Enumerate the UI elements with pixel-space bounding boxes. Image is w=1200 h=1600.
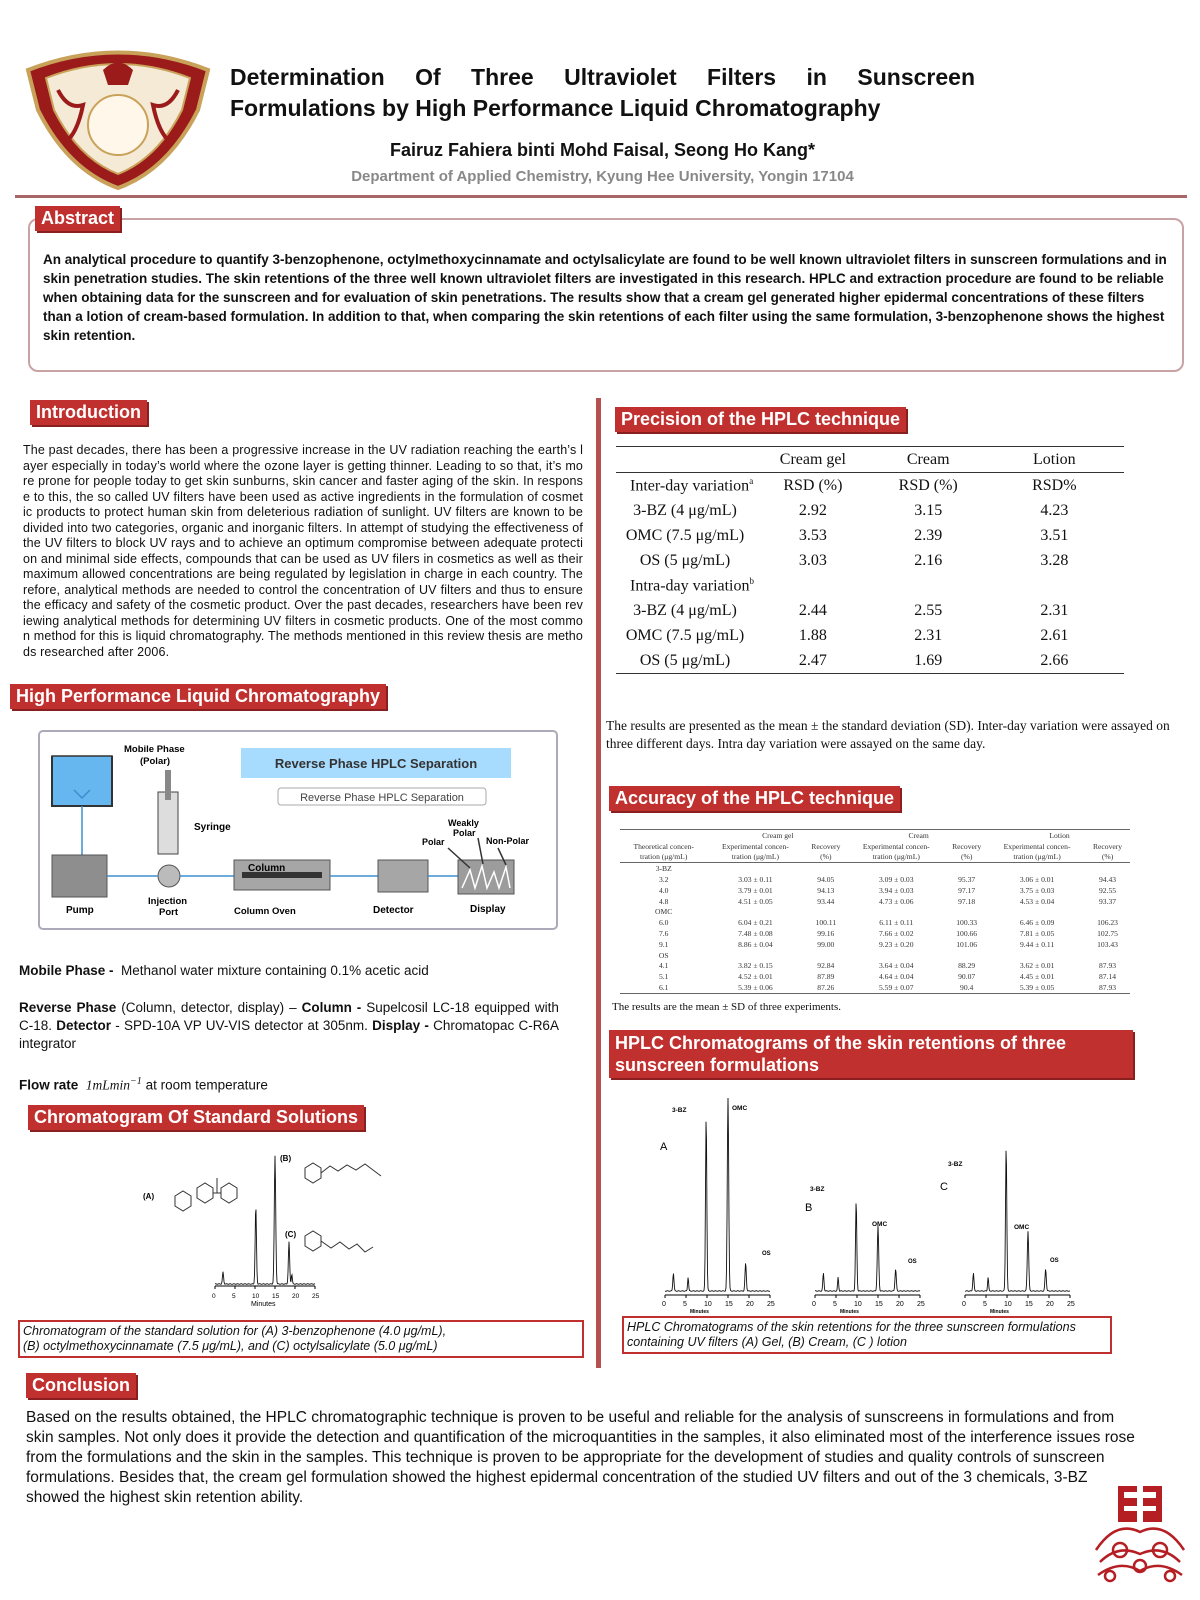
- precision-row: [616, 573, 1124, 598]
- column-term: Column -: [301, 1000, 362, 1015]
- accuracy-cell: 87.93: [1098, 961, 1117, 971]
- accuracy-cell: 5.59 ± 0.07: [878, 983, 914, 993]
- skin-chromatograms: [650, 1098, 1090, 1313]
- accuracy-cell: [944, 950, 989, 961]
- standard-x-tick-label: 10: [252, 1293, 260, 1300]
- accuracy-row-label: 7.6: [658, 929, 669, 939]
- accuracy-cell: [989, 907, 1085, 918]
- accuracy-row: [620, 961, 1130, 972]
- accuracy-col-rec-lotion-2: (%): [1101, 852, 1114, 862]
- accuracy-row-label: OS: [658, 950, 669, 960]
- accuracy-cell: 90.4: [960, 983, 974, 993]
- weakly-label: Weakly: [448, 818, 479, 828]
- accuracy-cell: 90.07: [958, 972, 976, 982]
- abstract-heading: Abstract: [35, 206, 120, 231]
- accuracy-cell: 87.14: [1098, 972, 1117, 982]
- accuracy-row-label: 4.1: [658, 961, 669, 971]
- syringe-label: Syringe: [194, 822, 231, 833]
- reverse-phase-term: Reverse Phase: [19, 1000, 117, 1015]
- skin-x-tick-label: 25: [917, 1301, 925, 1308]
- accuracy-row: [620, 982, 1130, 993]
- hplc-diagram: [38, 730, 558, 930]
- accuracy-col-rec-cream-2: (%): [960, 852, 973, 862]
- injection-label: Injection: [148, 896, 188, 907]
- accuracy-cell: 102.75: [1097, 929, 1118, 939]
- skin-x-tick-label: 25: [1067, 1301, 1075, 1308]
- accuracy-group-cream: Cream: [908, 830, 929, 840]
- precision-cell: 2.61: [1040, 626, 1069, 644]
- accuracy-cell: 97.18: [958, 896, 976, 906]
- skin-x-tick-label: 20: [746, 1301, 754, 1308]
- abstract-text: An analytical procedure to quantify 3-benzophenone, octylmethoxycinnamate and octylsalicylate are found to be well known ultraviolet filters in sunscreen formulations and in skin penetration studies. The skin retentions of the three well known ultraviolet filters are investigated in this research. HPLC and extraction procedure are found to be reliable when obtaining data for the sunscreen and for evaluation of skin penetrations. The results show that a cream gel generated higher epidermal concentrations of these filters than a lotion of cream-based formulation. In addition to that, when comparing the skin retentions of each filter using the same formulation, 3-benzophenone shows the highest skin retention.: [43, 252, 1167, 343]
- university-crest-icon: [18, 40, 218, 190]
- accuracy-cell: [848, 950, 944, 961]
- skin-trace: [965, 1151, 1070, 1292]
- standard-x-axis: [212, 1286, 320, 1300]
- accuracy-row-label: 4.8: [658, 896, 669, 906]
- precision-row: [616, 623, 1124, 648]
- accuracy-row-label: OMC: [655, 907, 673, 917]
- accuracy-col-theoretical: Theoretical concen-: [633, 841, 694, 851]
- skin-x-tick-label: 5: [683, 1301, 687, 1308]
- precision-row-label: 3-BZ (4 μg/mL): [633, 601, 737, 619]
- accuracy-cell: 3.09 ± 0.03: [878, 875, 914, 885]
- instrument-paragraph: [19, 999, 559, 1053]
- precision-footnote-mark: a: [749, 475, 754, 486]
- standard-chromatogram: [135, 1148, 425, 1313]
- accuracy-cell: 4.52 ± 0.01: [738, 972, 773, 982]
- detector-term: Detector: [56, 1018, 112, 1033]
- precision-cell: RSD (%): [783, 476, 843, 494]
- university-seal-icon: [1090, 1480, 1190, 1590]
- display-label: Display: [470, 904, 506, 915]
- precision-cell: [872, 573, 985, 598]
- accuracy-cell: 6.04 ± 0.21: [738, 918, 773, 928]
- precision-row: [616, 548, 1124, 573]
- standard-x-tick-label: 25: [312, 1293, 320, 1300]
- accuracy-cell: [1085, 863, 1130, 874]
- accuracy-cell: 92.55: [1098, 885, 1117, 895]
- hplc-heading: High Performance Liquid Chromatography: [10, 684, 386, 709]
- display-term: Display -: [372, 1018, 429, 1033]
- accuracy-table-wrap: [620, 829, 1130, 994]
- standard-caption: [18, 1320, 584, 1358]
- display-text: Chromatopac C-R6A integrator: [19, 1018, 559, 1051]
- precision-cell: 2.66: [1040, 651, 1069, 669]
- polar-paren-label: (Polar): [140, 756, 171, 767]
- precision-cell: 3.28: [1040, 551, 1069, 569]
- accuracy-cell: 8.86 ± 0.04: [738, 939, 773, 949]
- flow-rate-value: 1mLmin: [85, 1077, 131, 1093]
- accuracy-cell: [1085, 907, 1130, 918]
- precision-heading: Precision of the HPLC technique: [615, 407, 906, 432]
- skin-peak-omc-label: OMC: [872, 1221, 888, 1228]
- diagram-banner: Reverse Phase HPLC Separation: [274, 756, 478, 771]
- accuracy-cell: 3.82 ± 0.15: [738, 961, 773, 971]
- accuracy-cell: 94.43: [1098, 875, 1117, 885]
- skin-x-tick-label: 20: [1046, 1301, 1054, 1308]
- skin-x-tick-label: 5: [983, 1301, 987, 1308]
- skin-panel-label: C: [940, 1181, 948, 1193]
- skin-panel-b: [805, 1186, 925, 1313]
- accuracy-col-theoretical-2: tration (μg/mL): [640, 852, 688, 862]
- accuracy-cell: 93.37: [1098, 896, 1117, 906]
- precision-row-label: Inter-day variation$^a$: [630, 475, 754, 495]
- skin-panel-a: [660, 1098, 775, 1313]
- precision-cell: 2.31: [1040, 601, 1069, 619]
- accuracy-cell: 103.43: [1097, 939, 1118, 949]
- skin-x-tick-label: 15: [1025, 1301, 1033, 1308]
- standard-xlabel: Minutes: [251, 1301, 276, 1308]
- accuracy-cell: 3.62 ± 0.01: [1019, 961, 1055, 971]
- accuracy-row: [620, 885, 1130, 896]
- skin-x-tick-label: 10: [854, 1301, 862, 1308]
- authors: Fairuz Fahiera binti Mohd Faisal, Seong Ho Kang*: [389, 140, 816, 160]
- skin-peak-3bz-label: 3-BZ: [672, 1107, 687, 1114]
- accuracy-cell: 94.05: [817, 875, 835, 885]
- peak-b-label: (B): [280, 1154, 292, 1163]
- precision-row-label: OS (5 μg/mL): [639, 551, 731, 569]
- flow-rate-exponent: −1: [130, 1076, 142, 1087]
- skin-peak-os-label: OS: [762, 1251, 771, 1257]
- flow-rate-text: at room temperature: [145, 1077, 268, 1093]
- skin-caption: HPLC Chromatograms of the skin retentions for the three sunscreen formulations containing UV filters (A) Gel, (B) Cream, (C ) lotion: [622, 1316, 1112, 1354]
- accuracy-row: [620, 863, 1130, 874]
- mobile-phase-label: Mobile Phase: [124, 744, 185, 755]
- precision-row: [616, 598, 1124, 623]
- accuracy-header-row-2: [620, 852, 1130, 863]
- precision-note: The results are presented as the mean ± the standard deviation (SD). Inter-day variation were assayed on three different days. Intra day variation were assayed on the same day.: [606, 718, 1170, 751]
- flow-rate-term: Flow rate: [19, 1077, 79, 1093]
- accuracy-cell: 3.06 ± 0.01: [1019, 875, 1055, 885]
- accuracy-row: [620, 950, 1130, 961]
- diagram-sub-banner: Reverse Phase HPLC Separation: [300, 792, 464, 804]
- skin-xlabel: Minutes: [990, 1309, 1009, 1313]
- accuracy-cell: [989, 863, 1085, 874]
- column-divider: [596, 398, 601, 1368]
- precision-row-label: Intra-day variation$^b$: [630, 575, 754, 595]
- precision-cell: [985, 573, 1124, 598]
- accuracy-cell: 4.45 ± 0.01: [1019, 972, 1055, 982]
- precision-cell: 2.39: [914, 526, 943, 544]
- skin-x-tick-label: 0: [812, 1301, 816, 1308]
- accuracy-group-gel: Cream gel: [762, 830, 794, 840]
- accuracy-cell: [707, 950, 803, 961]
- skin-panel-c: [940, 1151, 1075, 1313]
- accuracy-cell: [989, 950, 1085, 961]
- skin-x-tick-label: 20: [896, 1301, 904, 1308]
- accuracy-group-row: [620, 830, 1130, 841]
- accuracy-row-label: 3.2: [658, 875, 669, 885]
- accuracy-row-label: 3-BZ: [655, 864, 672, 874]
- poster-title: Determination Of Three Ultraviolet Filters in Sunscreen Formulations by High Performance Liquid Chromatography: [230, 64, 975, 121]
- mobile-phase-line: [19, 962, 559, 980]
- accuracy-table: [620, 830, 1130, 993]
- precision-row-label: OMC (7.5 μg/mL): [625, 526, 745, 544]
- precision-col-cream-gel: Cream gel: [779, 450, 846, 468]
- accuracy-cell: [707, 863, 803, 874]
- accuracy-row: [620, 939, 1130, 950]
- accuracy-cell: 4.51 ± 0.05: [738, 896, 773, 906]
- column-text: Supelcosil LC-18 equipped with C-18.: [19, 1000, 559, 1033]
- precision-table-wrap: [616, 446, 1124, 674]
- accuracy-cell: 87.93: [1098, 983, 1117, 993]
- weakly-polar-label: Polar: [453, 828, 476, 838]
- accuracy-cell: 92.84: [817, 961, 835, 971]
- precision-cell: 2.47: [798, 651, 827, 669]
- precision-cell: 3.15: [914, 501, 943, 519]
- accuracy-row-label: 6.1: [658, 983, 669, 993]
- accuracy-cell: 87.26: [817, 983, 835, 993]
- peak-c-label: (C): [285, 1230, 297, 1239]
- skin-x-tick-label: 15: [725, 1301, 733, 1308]
- introduction-text: The past decades, there has been a progressive increase in the UV radiation reaching the earth’s layer especially in today’s world where the ozone layer is getting thinner. Leading to so that, it’s more prone for people today to get skin sunburns, skin cancer and faster aging of the skin. In response to this, the so called UV filters have been used as active ingredients in the formulation of cosmetic products to protect human skin from deleterious radiation of sunlight. UV filters are known to be divided into two categories, organic and inorganic filters. In attempt of studying the effectiveness of the UV filters to block UV rays and to achieve an optimum compromise between adequate protection and minimal side effects, compounds that can be used as UV filers in cosmetics as well as their maximum allowed concentrations are being regulated by legislation in charge in each country. Therefore, analytical methods are needed to control the concentration of UV filters and thus to ensure the efficacy and safety of the cosmetic product. Over the past decades, researchers have been reviewing analytical methods for determining UV filters in cosmetic products. One of the most common method for this is liquid chromatography. The methods mentioned in this review thesis are methods researched after 2006.: [23, 443, 583, 659]
- standard-x-tick-label: 5: [232, 1293, 236, 1300]
- accuracy-cell: [1085, 950, 1130, 961]
- precision-footnote-mark: b: [749, 575, 754, 586]
- detector-text: - SPD-10A VP UV-VIS detector at 305nm.: [115, 1018, 368, 1033]
- precision-cell: 1.88: [798, 626, 827, 644]
- detector-label: Detector: [373, 905, 414, 916]
- precision-cell: RSD%: [1032, 476, 1077, 494]
- accuracy-cell: [848, 907, 944, 918]
- precision-cell: RSD (%): [898, 476, 958, 494]
- introduction-heading: Introduction: [30, 400, 147, 425]
- accuracy-row: [620, 896, 1130, 907]
- precision-row-label: 3-BZ (4 μg/mL): [633, 501, 737, 519]
- accuracy-row-label: 9.1: [658, 939, 669, 949]
- polar-label: Polar: [422, 837, 445, 847]
- accuracy-cell: 5.39 ± 0.06: [738, 983, 773, 993]
- header-divider: [15, 195, 1187, 198]
- accuracy-cell: [803, 907, 848, 918]
- conclusion-text: Based on the results obtained, the HPLC chromatographic technique is proven to be useful and reliable for the analysis of sunscreens in formulations and from skin samples. Not only does it provide the detection and quantification of the microquantities in the samples, it also eliminated most of the interference issues rose from the formulations and the skin in the samples. This technique is proven to be appropriate for the development of studies and quality controls of sunscreen formulations. Besides that, the cream gel formulation showed the highest epidermal concentration of the studied UV filters and out of the 3 chemicals, 3-BZ showed the highest skin retention ability.: [26, 1409, 1135, 1506]
- accuracy-col-exp-gel-2: tration (μg/mL): [731, 852, 780, 862]
- port-label: Port: [159, 907, 178, 918]
- skin-heading: HPLC Chromatograms of the skin retentions of three sunscreen formulations: [609, 1030, 1133, 1078]
- accuracy-cell: 7.48 ± 0.08: [738, 929, 773, 939]
- accuracy-cell: 9.23 ± 0.20: [878, 939, 914, 949]
- accuracy-cell: 4.53 ± 0.04: [1019, 896, 1055, 906]
- accuracy-col-exp-cream: Experimental concen-: [862, 841, 930, 851]
- mobile-phase-value: Methanol water mixture containing 0.1% acetic acid: [121, 963, 429, 978]
- skin-panel-label: B: [805, 1202, 813, 1214]
- skin-trace: [815, 1204, 920, 1292]
- accuracy-cell: 93.44: [817, 896, 835, 906]
- precision-row: [616, 498, 1124, 523]
- precision-cell: 2.44: [798, 601, 827, 619]
- accuracy-cell: 95.37: [958, 875, 976, 885]
- precision-cell: 4.23: [1040, 501, 1069, 519]
- skin-x-tick-label: 10: [1004, 1301, 1012, 1308]
- precision-row: [616, 473, 1124, 499]
- skin-trace: [665, 1098, 770, 1291]
- accuracy-cell: 7.81 ± 0.05: [1019, 929, 1055, 939]
- pump-label: Pump: [66, 905, 94, 916]
- precision-row: [616, 523, 1124, 548]
- accuracy-col-exp-lotion: Experimental concen-: [1003, 841, 1071, 851]
- skin-peak-omc-label: OMC: [1014, 1224, 1030, 1231]
- accuracy-cell: 3.94 ± 0.03: [878, 885, 914, 895]
- accuracy-cell: [803, 950, 848, 961]
- accuracy-col-exp-lotion-2: tration (μg/mL): [1013, 852, 1061, 862]
- precision-cell: [754, 573, 872, 598]
- non-polar-label: Non-Polar: [486, 836, 530, 846]
- precision-row-label: OMC (7.5 μg/mL): [625, 626, 745, 644]
- precision-row-label: OS (5 μg/mL): [639, 651, 731, 669]
- accuracy-cell: [944, 907, 989, 918]
- skin-x-tick-label: 25: [767, 1301, 775, 1308]
- accuracy-cell: 4.64 ± 0.04: [878, 972, 914, 982]
- standard-x-tick-label: 20: [292, 1293, 300, 1300]
- standard-heading: Chromatogram Of Standard Solutions: [28, 1105, 364, 1130]
- standard-x-tick-label: 15: [272, 1293, 280, 1300]
- accuracy-row-label: 5.1: [658, 972, 669, 982]
- standard-caption-line1: Chromatogram of the standard solution for (A) 3-benzophenone (4.0 μg/mL),: [23, 1324, 447, 1338]
- conclusion-heading: Conclusion: [26, 1373, 136, 1398]
- accuracy-cell: 6.11 ± 0.11: [879, 918, 914, 928]
- accuracy-col-rec-lotion: Recovery: [1092, 841, 1123, 851]
- precision-cell: 2.55: [914, 601, 943, 619]
- accuracy-col-rec-gel: Recovery: [811, 841, 841, 851]
- accuracy-cell: [707, 907, 803, 918]
- column-label: Column: [248, 863, 286, 874]
- skin-peak-os-label: OS: [908, 1259, 917, 1265]
- accuracy-cell: 100.11: [815, 918, 837, 928]
- accuracy-row-label: 6.0: [658, 918, 669, 928]
- accuracy-heading: Accuracy of the HPLC technique: [609, 786, 900, 811]
- precision-cell: 3.51: [1040, 526, 1069, 544]
- skin-peak-3bz-label: 3-BZ: [810, 1186, 825, 1193]
- skin-peak-3bz-label: 3-BZ: [948, 1161, 963, 1168]
- flow-rate-line: [19, 1073, 559, 1095]
- skin-peak-omc-label: OMC: [732, 1105, 748, 1112]
- precision-cell: 3.53: [798, 526, 827, 544]
- accuracy-cell: 5.39 ± 0.05: [1019, 983, 1055, 993]
- precision-cell: 2.31: [914, 626, 943, 644]
- accuracy-cell: [848, 863, 944, 874]
- skin-x-tick-label: 10: [704, 1301, 712, 1308]
- skin-x-tick-label: 5: [833, 1301, 837, 1308]
- accuracy-cell: 99.00: [817, 939, 835, 949]
- accuracy-cell: [944, 863, 989, 874]
- precision-cell: 1.69: [914, 651, 943, 669]
- skin-panel-label: A: [660, 1141, 668, 1153]
- column-oven-label: Column Oven: [234, 906, 296, 917]
- accuracy-note: The results are the mean ± SD of three experiments.: [612, 1001, 842, 1013]
- precision-cell: 2.92: [798, 501, 827, 519]
- accuracy-cell: 106.23: [1097, 918, 1118, 928]
- accuracy-cell: 6.46 ± 0.09: [1019, 918, 1055, 928]
- accuracy-row: [620, 907, 1130, 918]
- accuracy-row: [620, 971, 1130, 982]
- precision-col-cream: Cream: [906, 450, 950, 468]
- accuracy-cell: 9.44 ± 0.11: [1019, 939, 1055, 949]
- accuracy-cell: 3.03 ± 0.11: [738, 875, 773, 885]
- reverse-phase-text: (Column, detector, display) –: [121, 1000, 297, 1015]
- accuracy-row: [620, 874, 1130, 885]
- precision-cell: 3.03: [798, 551, 827, 569]
- accuracy-col-rec-gel-2: (%): [820, 852, 832, 862]
- accuracy-group-lotion: Lotion: [1049, 830, 1070, 840]
- accuracy-cell: 7.66 ± 0.02: [878, 929, 914, 939]
- accuracy-cell: 3.79 ± 0.01: [738, 885, 773, 895]
- skin-x-tick-label: 15: [875, 1301, 883, 1308]
- skin-x-tick-label: 0: [662, 1301, 666, 1308]
- accuracy-cell: 87.89: [817, 972, 835, 982]
- accuracy-header-row: [620, 841, 1130, 852]
- accuracy-cell: 101.06: [956, 939, 978, 949]
- precision-cell: 2.16: [914, 551, 943, 569]
- accuracy-row-label: 4.0: [658, 885, 669, 895]
- accuracy-col-exp-cream-2: tration (μg/mL): [872, 852, 920, 862]
- mobile-phase-term: Mobile Phase -: [19, 963, 114, 978]
- accuracy-cell: 97.17: [958, 885, 976, 895]
- precision-row: [616, 648, 1124, 673]
- skin-peak-os-label: OS: [1050, 1258, 1059, 1264]
- accuracy-cell: 3.75 ± 0.03: [1019, 885, 1055, 895]
- accuracy-cell: 100.33: [956, 918, 978, 928]
- skin-x-tick-label: 0: [962, 1301, 966, 1308]
- accuracy-cell: 100.66: [956, 929, 978, 939]
- standard-x-tick-label: 0: [212, 1293, 216, 1300]
- accuracy-cell: 4.73 ± 0.06: [878, 896, 914, 906]
- accuracy-cell: 88.29: [958, 961, 976, 971]
- precision-col-lotion: Lotion: [1032, 450, 1076, 468]
- precision-header-row: [616, 447, 1124, 473]
- department: Department of Applied Chemistry, Kyung Hee University, Yongin 17104: [351, 168, 854, 185]
- skin-xlabel: Minutes: [840, 1309, 859, 1313]
- accuracy-cell: 3.64 ± 0.04: [878, 961, 914, 971]
- accuracy-row: [620, 928, 1130, 939]
- accuracy-cell: [803, 863, 848, 874]
- accuracy-col-rec-cream: Recovery: [952, 841, 982, 851]
- accuracy-cell: 94.13: [817, 885, 835, 895]
- peak-a-label: (A): [143, 1192, 155, 1201]
- skin-xlabel: Minutes: [690, 1309, 709, 1313]
- accuracy-col-exp-gel: Experimental concen-: [721, 841, 789, 851]
- standard-caption-line2: (B) octylmethoxycinnamate (7.5 μg/mL), and (C) octylsalicylate (5.0 μg/mL): [23, 1339, 438, 1353]
- precision-table: [616, 447, 1124, 673]
- accuracy-row: [620, 917, 1130, 928]
- accuracy-cell: 99.16: [817, 929, 835, 939]
